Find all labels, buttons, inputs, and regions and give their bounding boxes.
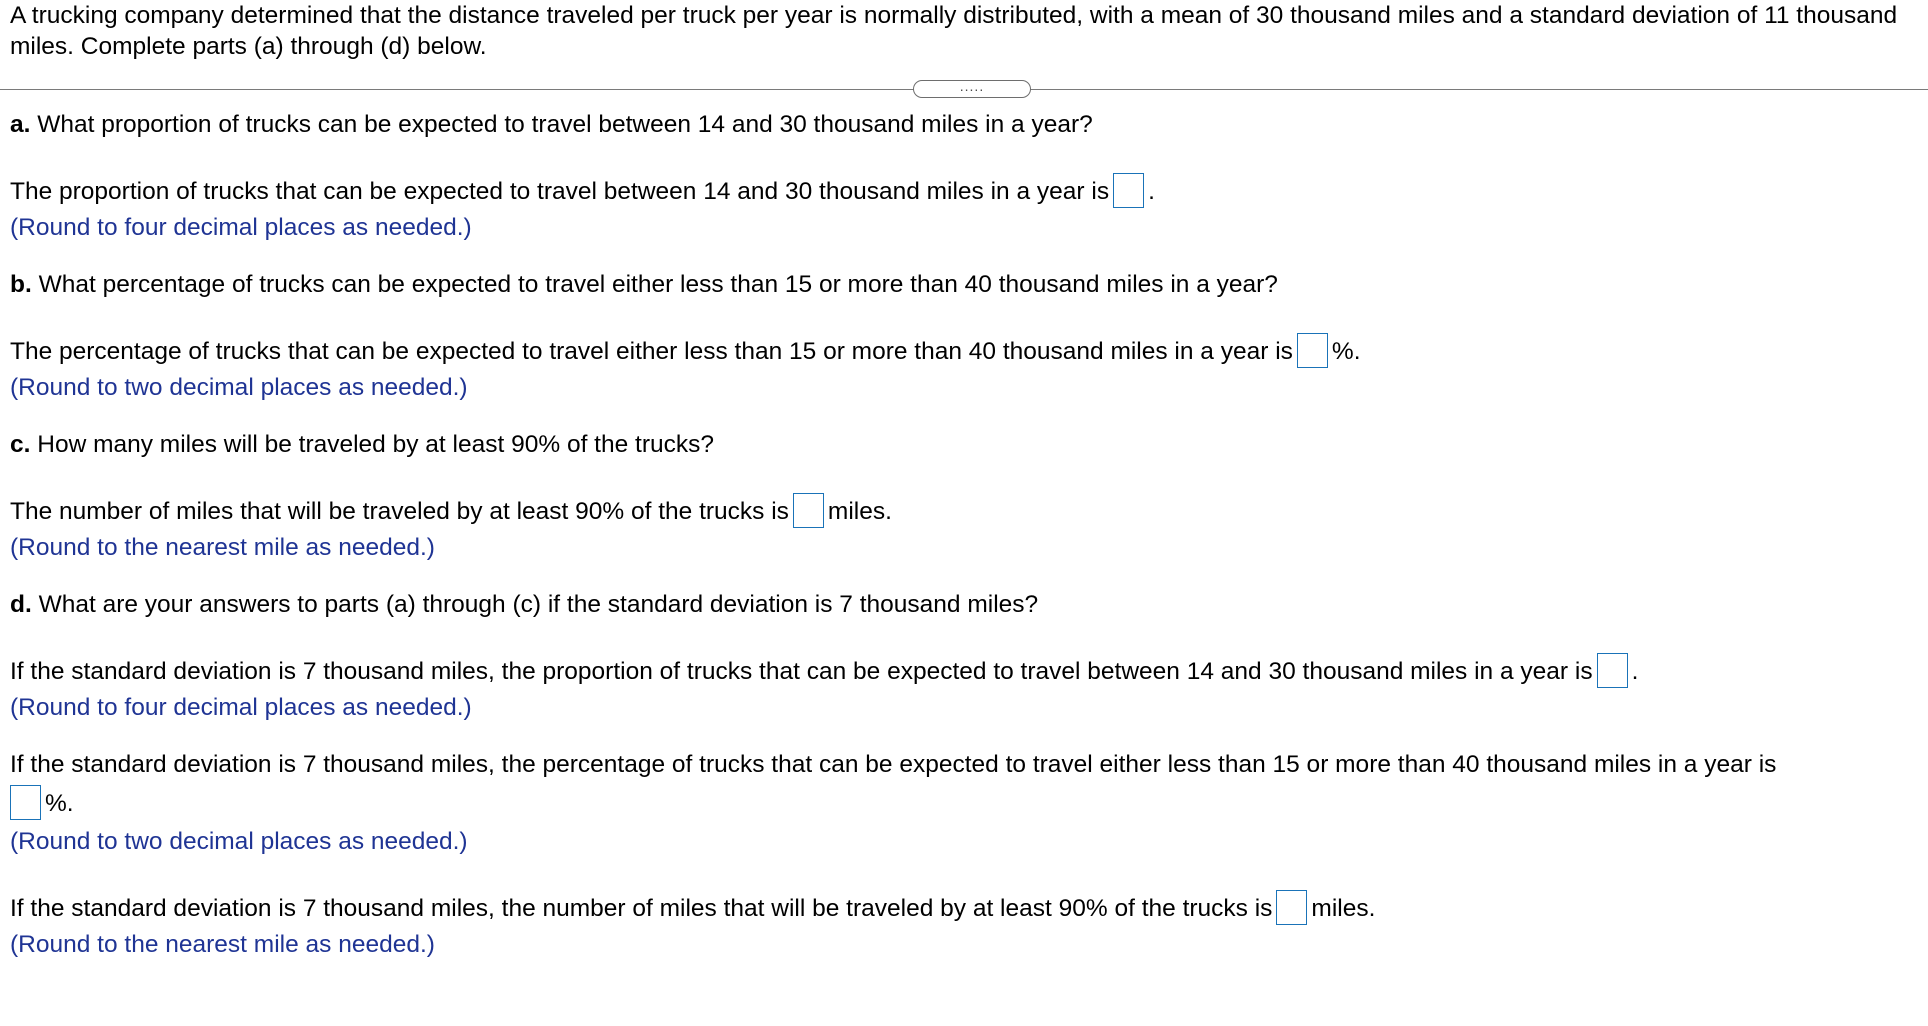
part-a-letter: a. [10, 111, 31, 138]
part-c-hint: (Round to the nearest mile as needed.) [10, 534, 435, 561]
part-d-answer1-suffix: . [1631, 657, 1639, 685]
part-d-answer3-prefix: If the standard deviation is 7 thousand miles, the number of miles that will be traveled by at least 90% of the trucks is [10, 894, 1273, 922]
part-a-question-text: What proportion of trucks can be expected to travel between 14 and 30 thousand miles in a year? [37, 111, 1093, 138]
part-b-question [10, 271, 1278, 299]
expand-button[interactable]: ..... [913, 80, 1031, 98]
problem-statement: A trucking company determined that the distance traveled per truck per year is normally distributed, with a mean of 30 thousand miles and a standard deviation of 11 thousand miles. Complete parts (a) through (d) below. [10, 2, 1898, 60]
part-d-answer3-line [10, 892, 1375, 927]
part-d-hint1: (Round to four decimal places as needed.) [10, 694, 472, 721]
part-c-answer-input[interactable] [793, 493, 824, 528]
part-d-answer2-prefix: If the standard deviation is 7 thousand miles, the percentage of trucks that can be expected to travel either less than 15 or more than 40 thousand miles in a year is [10, 751, 1777, 778]
part-b-answer-line [10, 335, 1361, 370]
part-b-hint: (Round to two decimal places as needed.) [10, 374, 468, 401]
part-b-answer-suffix: %. [1331, 337, 1361, 365]
part-b-answer-input[interactable] [1297, 333, 1328, 368]
part-d-answer1-input[interactable] [1597, 653, 1628, 688]
part-d-answer2-input[interactable] [10, 785, 41, 820]
part-d-question-text: What are your answers to parts (a) through (c) if the standard deviation is 7 thousand miles? [38, 591, 1039, 618]
part-a-answer-suffix: . [1148, 177, 1155, 205]
part-a-answer-prefix: The proportion of trucks that can be expected to travel between 14 and 30 thousand miles in a year is [10, 177, 1110, 205]
part-c-answer-suffix: miles. [827, 497, 892, 525]
part-b-letter: b. [10, 271, 32, 298]
part-d-question [10, 591, 1038, 619]
part-d-answer2-line [10, 787, 74, 822]
part-c-answer-line [10, 495, 892, 530]
part-d-answer3-suffix: miles. [1311, 894, 1376, 922]
part-c-letter: c. [10, 431, 31, 458]
part-c-question-text: How many miles will be traveled by at least 90% of the trucks? [37, 431, 715, 458]
part-d-answer3-input[interactable] [1276, 890, 1307, 925]
part-a-answer-line [10, 175, 1155, 210]
part-d-hint3: (Round to the nearest mile as needed.) [10, 931, 435, 958]
part-d-answer1-line [10, 655, 1638, 690]
part-d-answer1-prefix: If the standard deviation is 7 thousand miles, the proportion of trucks that can be expected to travel between 14 and 30 thousand miles in a year is [10, 657, 1593, 685]
part-a-question [10, 111, 1093, 139]
part-d-answer2-suffix: %. [45, 789, 74, 817]
part-a-answer-input[interactable] [1113, 173, 1144, 208]
part-b-question-text: What percentage of trucks can be expected to travel either less than 15 or more than 40 thousand miles in a year? [38, 271, 1278, 298]
part-c-answer-prefix: The number of miles that will be traveled by at least 90% of the trucks is [10, 497, 789, 525]
part-d-hint2: (Round to two decimal places as needed.) [10, 828, 468, 855]
part-c-question [10, 431, 714, 459]
part-d-letter: d. [10, 591, 32, 618]
part-a-hint: (Round to four decimal places as needed.) [10, 214, 472, 241]
part-b-answer-prefix: The percentage of trucks that can be expected to travel either less than 15 or more than 40 thousand miles in a year is [10, 337, 1293, 365]
